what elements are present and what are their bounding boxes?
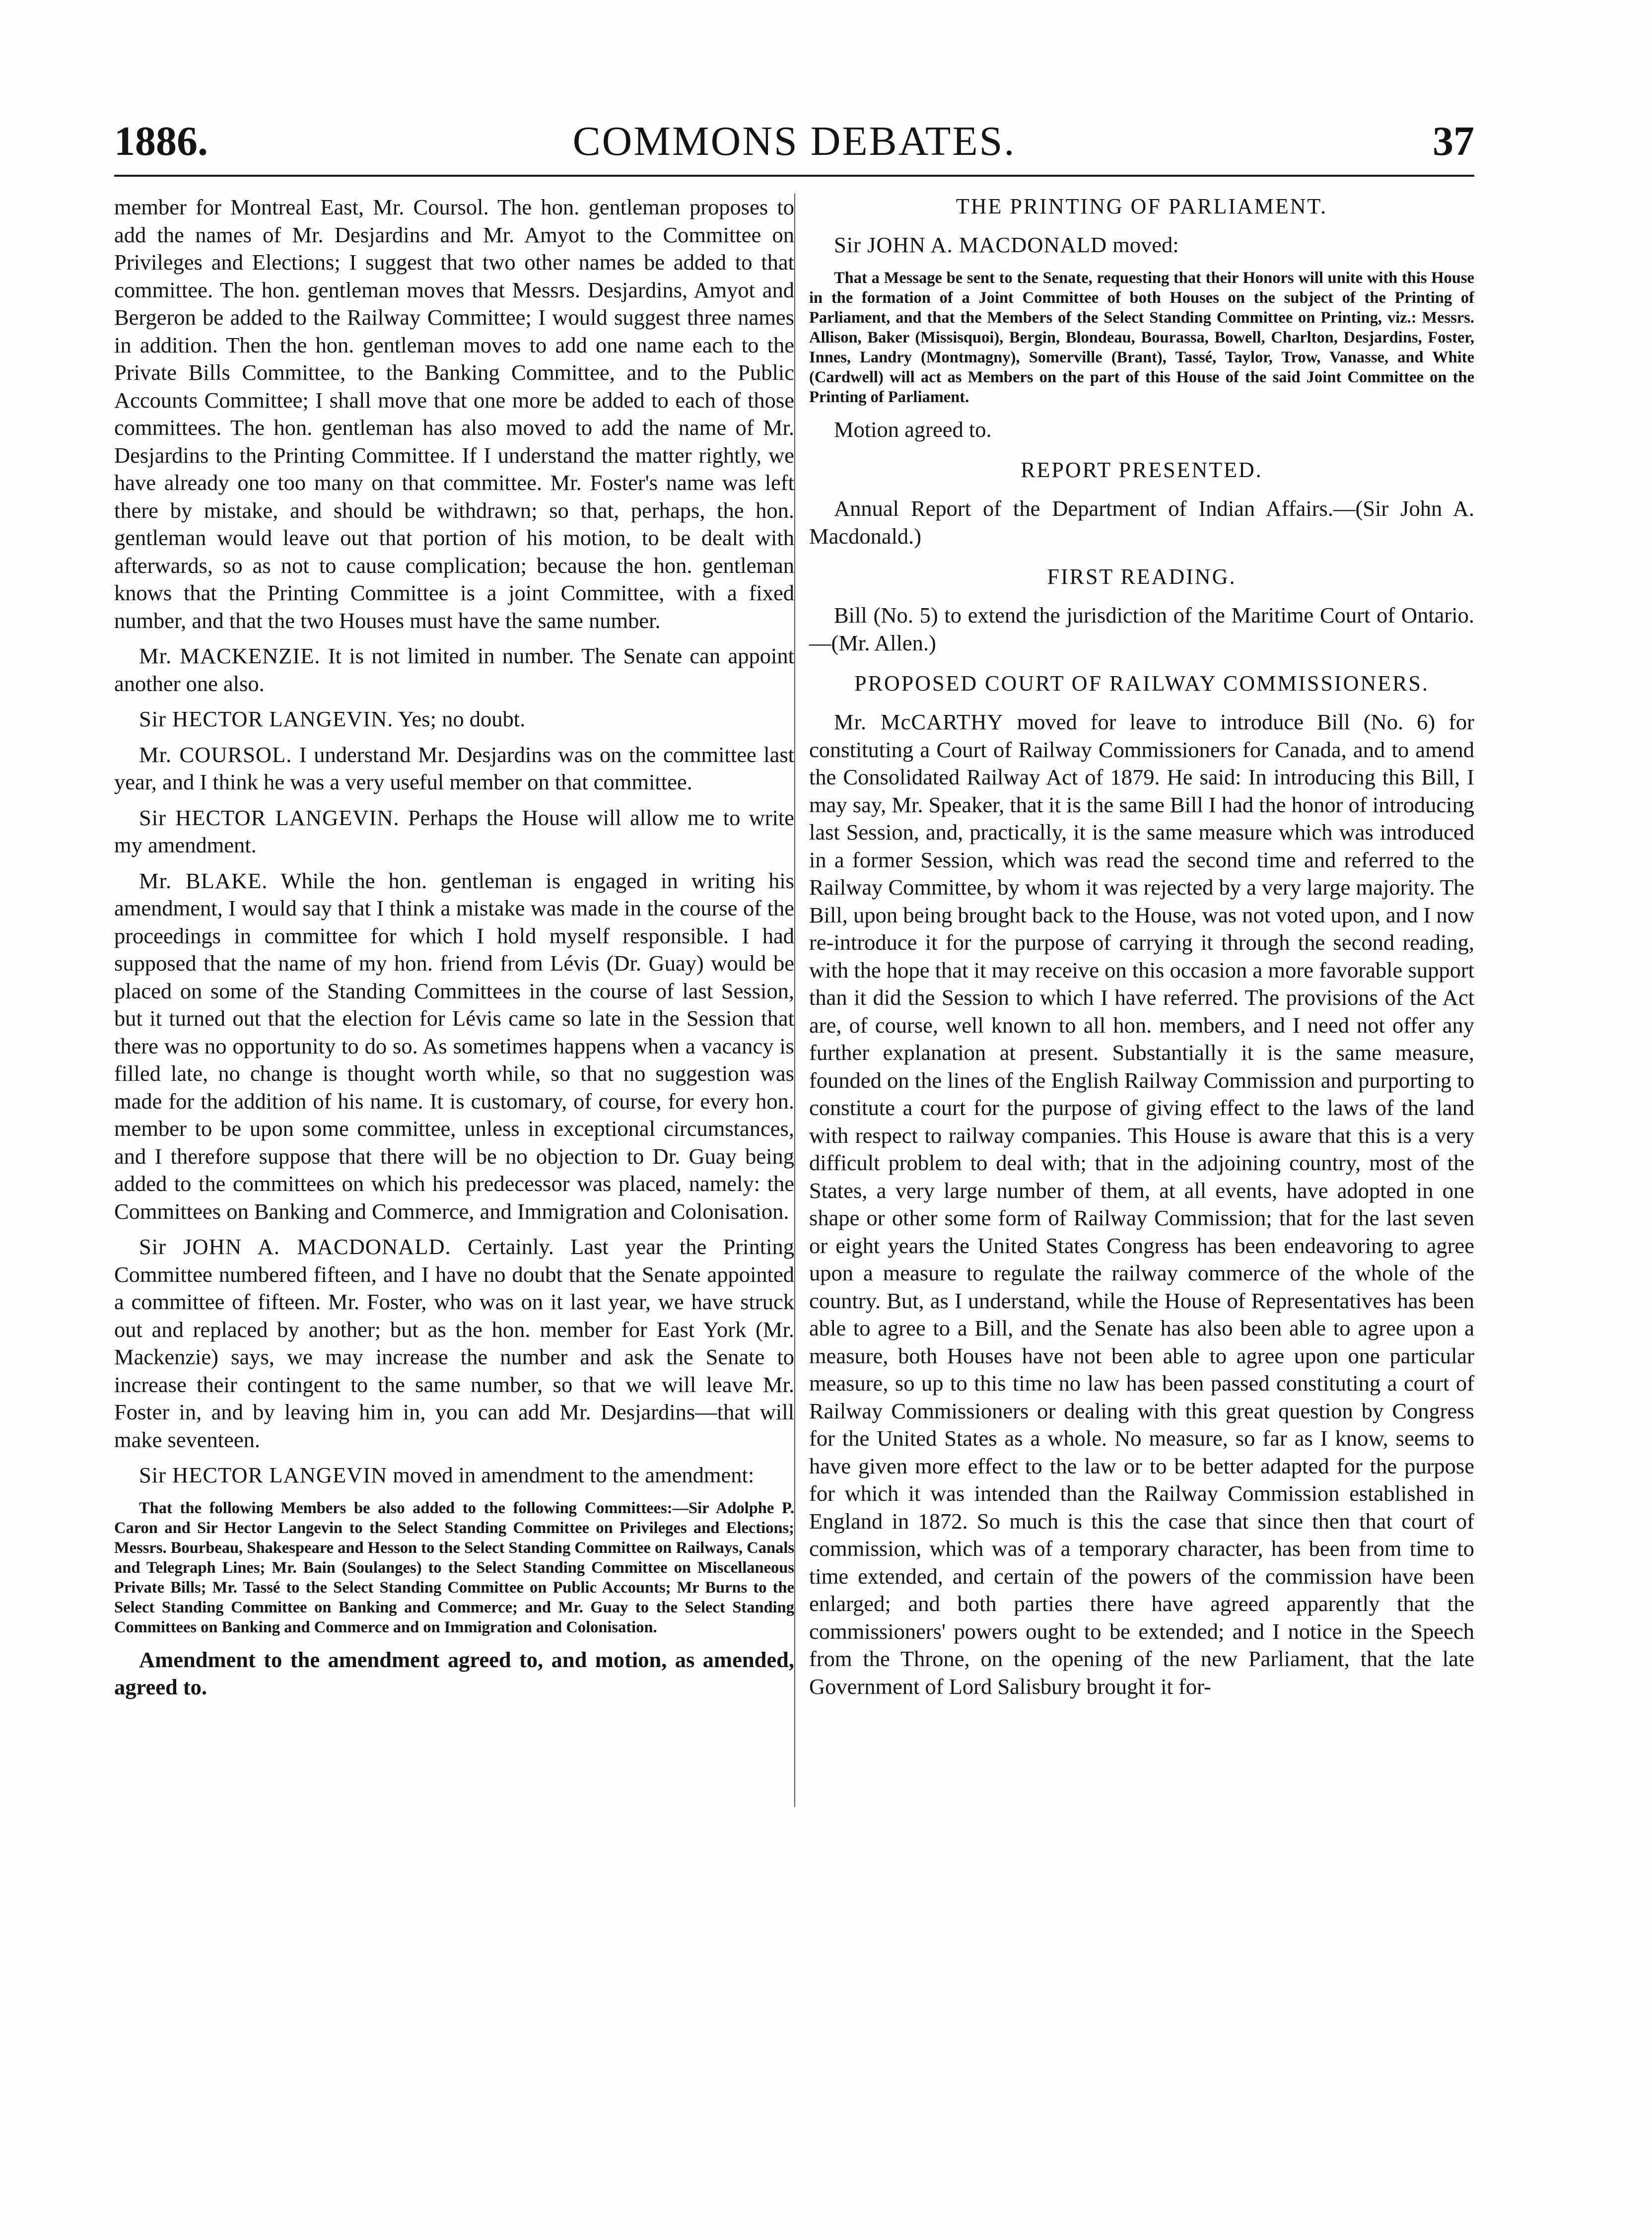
right-column [809,194,1474,1708]
paragraph [114,1462,794,1489]
speech-text: Certainly. Last year the Printing Committee numbered fifteen, and I have no doubt that the Senate appointed a committee of fifteen. Mr. Foster, who was on it last year, we have struck out and replaced by another; but as the hon. member for East York (Mr. Mackenzie) says, we may increase the number and ask the Senate to increase their contingent to the same number, so that we will leave Mr. Foster in, and by leaving him in, you can add Mr. Desjardins—that will make seventeen. [114,1234,794,1452]
speaker-name: Mr. COURSOL. [139,742,292,767]
motion-text: That a Message be sent to the Senate, requesting that their Honors will unite with this House in the formation of a Joint Committee of both Houses on the subject of the Printing of Parliament, and that the Members of the Select Standing Committee on Printing, viz.: Messrs. Allison, Baker (Missisquoi), Bergin, Blondeau, Bourassa, Bowell, Charlton, Desjardins, Foster, Innes, Landry (Montmagny), Somerville (Brant), Tassé, Taylor, Trow, Vanasse, and White (Cardwell) will act as Members on the part of this House of the said Joint Committee on the Printing of Parliament. [809,269,1474,406]
speaker-name: Mr. McCARTHY [834,709,1004,734]
section-heading: THE PRINTING OF PARLIAMENT. [956,194,1328,218]
header-year: 1886. [114,118,208,164]
speaker-name: Mr. MACKENZIE. [139,643,321,668]
paragraph: Amendment to the amendment agreed to, and motion, as amended, agreed to. [114,1647,794,1699]
speaker-name: Sir HECTOR LANGEVIN. [139,706,394,731]
speech-text: Yes; no doubt. [398,706,526,731]
section-heading: FIRST READING. [1047,564,1237,589]
paragraph [809,708,1474,1700]
speaker-name: Mr. BLAKE. [139,868,268,893]
paragraph: Motion agreed to. [834,417,992,442]
speech-text: moved in amendment to the amendment: [393,1463,755,1487]
speech-text: I understand Mr. Desjardins was on the committee last year, and I think he was a very useful member on that committee. [114,742,795,794]
speaker-name: Sir JOHN A. MACDONALD [834,232,1107,257]
header-rule [114,175,1474,177]
left-column [114,194,794,1709]
section-heading: REPORT PRESENTED. [1021,458,1263,482]
speech-text: While the hon. gentleman is engaged in writing his amendment, I would say that I think a mistake was made in the course of the proceedings in committee for which I hold myself responsible. I had supposed that the name of my hon. friend from Lévis (Dr. Guay) would be placed on some of the Standing Committees in the course of last Session, but it turned out that the election for Lévis came so late in the Session that there was no opportunity to do so. As sometimes happens when a vacancy is filled late, no change is thought worth while, so that no suggestion was made for the addition of his name. It is customary, of course, for every hon. member to be upon some committee, unless in exceptional circumstances, and I therefore suppose that there will be no objection to Dr. Guay being added to the committees on which his predecessor was placed, namely: the Committees on Banking and Commerce, and Immigration and Colonisation. [114,868,795,1224]
paragraph: member for Montreal East, Mr. Coursol. The hon. gentleman proposes to add the names of Mr. Desjardins and Mr. Amyot to the Committee on Privileges and Elections; I suggest that two other names be added to that committee. The hon. gentleman moves that Messrs. Desjardins, Amyot and Bergeron be added to the Railway Committee; I would suggest three names in addition. Then the hon. gentleman moves to add one name each to the Private Bills Committee, to the Banking Committee, and to the Public Accounts Committee; I shall move that one more be added to each of those committees. The hon. gentleman has also moved to add the name of Mr. Desjardins to the Printing Committee. If I understand the matter rightly, we have already one too many on that committee. Mr. Foster's name was left there by mistake, and should be withdrawn; so that, perhaps, the hon. gentleman would leave out that portion of his motion, to be dealt with afterwards, so as not to cause complication; because the hon. gentleman knows that the Printing Committee is a joint Committee, with a fixed number, and that the two Houses must have the same number. [114,195,794,633]
header-page-number: 37 [1433,118,1474,164]
amendment-text: That the following Members be also added to the following Committees:—Sir Adolphe P. Caron and Sir Hector Langevin to the Select Standing Committee on Privileges and Elections; Messrs. Bourbeau, Shakespeare and Hesson to the Select Standing Committee on Railways, Canals and Telegraph Lines; Mr. Bain (Soulanges) to the Select Standing Committee on Miscellaneous Private Bills; Mr. Tassé to the Select Standing Committee on Public Accounts; Mr Burns to the Select Standing Committee on Banking and Commerce; and Mr. Guay to the Select Standing Committees on Banking and Commerce and on Immigration and Colonisation. [114,1499,794,1636]
paragraph [114,705,794,733]
paragraph: Annual Report of the Department of Indian Affairs.—(Sir John A. Macdonald.) [809,496,1474,549]
paragraph [809,231,1474,259]
paragraph [114,1233,794,1454]
paragraph [114,741,794,796]
paragraph: Bill (No. 5) to extend the jurisdiction of the Maritime Court of Ontario.—(Mr. Allen.) [809,603,1474,655]
column-divider [794,194,795,1807]
paragraph [114,867,794,1226]
speech-text: It is not limited in number. The Senate can appoint another one also. [114,643,794,696]
paragraph [114,804,794,859]
header-title: COMMONS DEBATES. [572,118,1016,164]
speaker-name: Sir HECTOR LANGEVIN [139,1463,388,1487]
speaker-name: Sir HECTOR LANGEVIN. [139,805,400,830]
speech-text: moved for leave to introduce Bill (No. 6) for constituting a Court of Railway Commissioners for Canada, and to amend the Consolidated Railway Act of 1879. He said: In introducing this Bill, I may say, Mr. Speaker, that it is the same Bill I had the honor of introducing last Session, and, practically, it is the same measure which was introduced in a former Session, which was read the second time and referred to the Railway Committee, by whom it was rejected by a very large majority. The Bill, upon being brought back to the House, was not voted upon, and I now re-introduce it for the purpose of carrying it through the second reading, with the hope that it may receive on this occasion a more favorable support than it did the Session to which I have referred. The provisions of the Act are, of course, well known to all hon. members, and I need not offer any further explanation at present. Substantially it is the same measure, founded on the lines of the English Railway Commission and purporting to constitute a court for the purpose of giving effect to the laws of the land with respect to railway companies. This House is aware that this is a very difficult problem to deal with; that in the adjoining country, most of the States, a very large number of them, at all events, have adopted in one shape or other some form of Railway Commission; that for the last seven or eight years the United States Congress has been endeavoring to agree upon a measure to regulate the railway commerce of the whole of the country. But, as I understand, while the House of Representatives has been able to agree to a Bill, and the Senate has also been able to agree upon a measure, both Houses have not been able to agree upon one particular measure, so up to this time no law has been passed constituting a court of Railway Commissioners or dealing with this great question by Congress for the United States as a whole. No measure, so far as I know, seems to have given more effect to the law or to be better adapted for the purpose for which it was intended than the Railway Commission established in England in 1872. So much is this the case that since then that court of commission, which was of a temporary character, has been from time to time extended, and certain of the powers of the commission have been enlarged; and both parties there have agreed apparently that the commissioners' powers ought to be extended; and I notice in the Speech from the Throne, on the opening of the new Parliament, that the late Government of Lord Salisbury brought it for- [809,709,1475,1699]
paragraph [114,642,794,698]
section-heading: PROPOSED COURT OF RAILWAY COMMISSIONERS. [854,671,1429,696]
speech-text: Perhaps the House will allow me to write my amendment. [114,805,795,857]
speech-text: moved: [1112,232,1179,257]
page-header [114,114,1474,169]
speaker-name: Sir JOHN A. MACDONALD. [139,1234,451,1259]
